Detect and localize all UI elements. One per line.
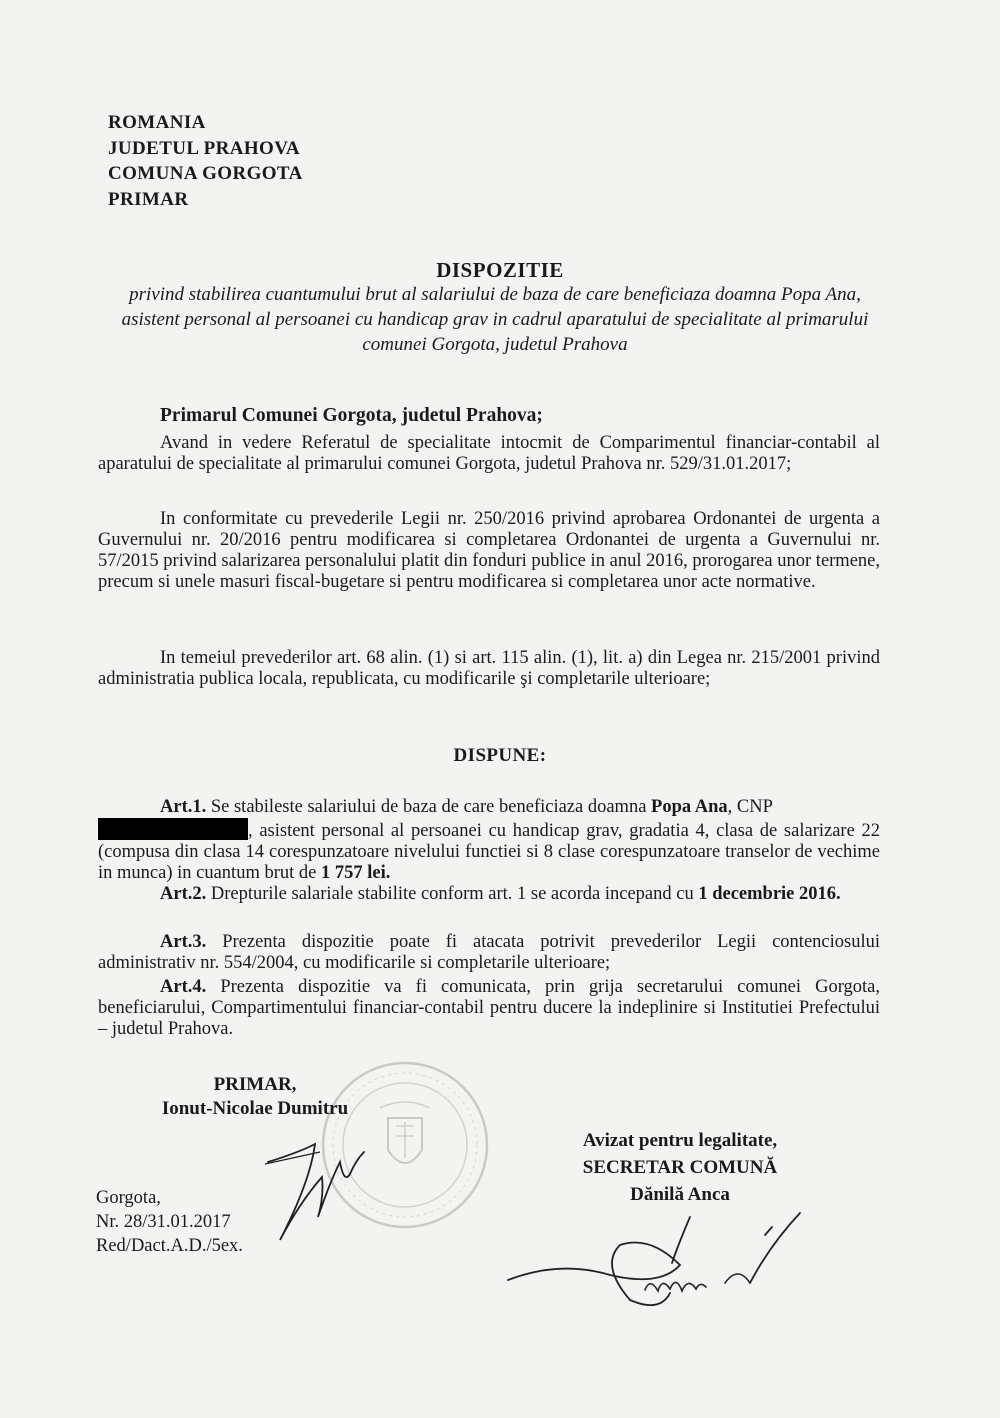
issuer-header	[108, 110, 303, 212]
article-1-text-b: , CNP	[727, 797, 773, 817]
preamble-paragraph-1: Avand in vedere Referatul de specialitate intocmit de Comparimentul financiar-contabil al aparatului de specialitate al primarului comunei Gorgota, judetul Prahova nr. 529/31.01.2017;	[98, 433, 880, 474]
document-subtitle: privind stabilirea cuantumului brut al salariului de baza de care beneficiaza doamna Popa Ana, asistent personal al persoanei cu handicap grav in cadrul aparatului de specialitate al primarului comunei Gorgota, judetul Prahova	[121, 284, 869, 355]
footer-number: Nr. 28/31.01.2017	[96, 1212, 231, 1232]
article-4-label: Art.4.	[160, 977, 207, 997]
article-1-text-c: , asistent personal al persoanei cu handicap grav, gradatia 4, clasa de salarizare 22 (compusa din clasa 14 corespunzatoare nivelului functiei si 8 clase corespunzatoare transelor de vechime in munca) in cuantum brut de	[98, 821, 880, 883]
article-1-name: Popa Ana	[651, 797, 728, 817]
article-3	[98, 932, 880, 974]
article-2	[98, 884, 880, 905]
secretary-role: SECRETAR COMUNĂ	[582, 1157, 778, 1178]
header-office: PRIMAR	[108, 188, 189, 210]
footer-place: Gorgota,	[96, 1188, 161, 1208]
article-4	[98, 977, 880, 1040]
footer-reference: Red/Dact.A.D./5ex.	[96, 1236, 243, 1256]
mayor-signature-block	[130, 1073, 380, 1121]
header-country: ROMANIA	[108, 112, 206, 133]
preamble-paragraph-3: In temeiul prevederilor art. 68 alin. (1) si art. 115 alin. (1), lit. a) din Legea nr. 215/2001 privind administratia publica locala, republicata, cu modificarile şi completarile ulterioare;	[98, 648, 880, 689]
article-4-text: Prezenta dispozitie va fi comunicata, prin grija secretarului comunei Gorgota, beneficiarului, Compartimentului financiar-contabil pentru ducere la indeplinire si Institutiei Prefectului – judetul Prahova.	[98, 977, 880, 1039]
redacted-cnp	[98, 818, 248, 840]
document-footer	[96, 1186, 243, 1258]
article-2-text: Drepturile salariale stabilite conform art. 1 se acorda incepand cu	[206, 884, 699, 904]
header-commune: COMUNA GORGOTA	[108, 163, 303, 184]
mayor-handwritten-signature	[260, 1122, 410, 1247]
article-3-label: Art.3.	[160, 932, 207, 952]
mayor-name: Ionut-Nicolae Dumitru	[161, 1098, 349, 1119]
article-1-amount: 1 757 lei.	[320, 863, 391, 883]
article-3-text: Prezenta dispozitie poate fi atacata potrivit prevederilor Legii contenciosului administrativ nr. 554/2004, cu modificarile si completarile ulterioare;	[98, 932, 880, 973]
secretary-signature-block	[530, 1127, 830, 1208]
secretary-handwritten-signature	[500, 1205, 840, 1325]
header-county: JUDETUL PRAHOVA	[108, 137, 300, 159]
article-2-date: 1 decembrie 2016.	[698, 884, 841, 904]
legality-notice: Avizat pentru legalitate,	[582, 1130, 778, 1151]
dispune-heading: DISPUNE:	[453, 745, 547, 766]
article-1	[98, 797, 880, 884]
document-title: DISPOZITIE	[436, 258, 564, 282]
mayor-role: PRIMAR,	[213, 1074, 297, 1095]
article-1-text-a: Se stabileste salariului de baza de care beneficiaza doamna	[206, 797, 652, 817]
article-1-label: Art.1.	[160, 797, 207, 817]
secretary-name: Dănilă Anca	[630, 1184, 730, 1205]
article-2-label: Art.2.	[160, 884, 207, 904]
preamble-heading: Primarul Comunei Gorgota, judetul Prahova;	[160, 405, 543, 426]
preamble-paragraph-2: In conformitate cu prevederile Legii nr. 250/2016 privind aprobarea Ordonantei de urgenta a Guvernului nr. 20/2016 pentru modificarea si completarea Ordonantei de urgenta a Guvernului nr. 57/2015 privind salarizarea personalului platit din fonduri publice in anul 2016, prorogarea unor termene, precum si unele masuri fiscal-bugetare si pentru modificarea si completarea unor acte normative.	[98, 509, 880, 592]
